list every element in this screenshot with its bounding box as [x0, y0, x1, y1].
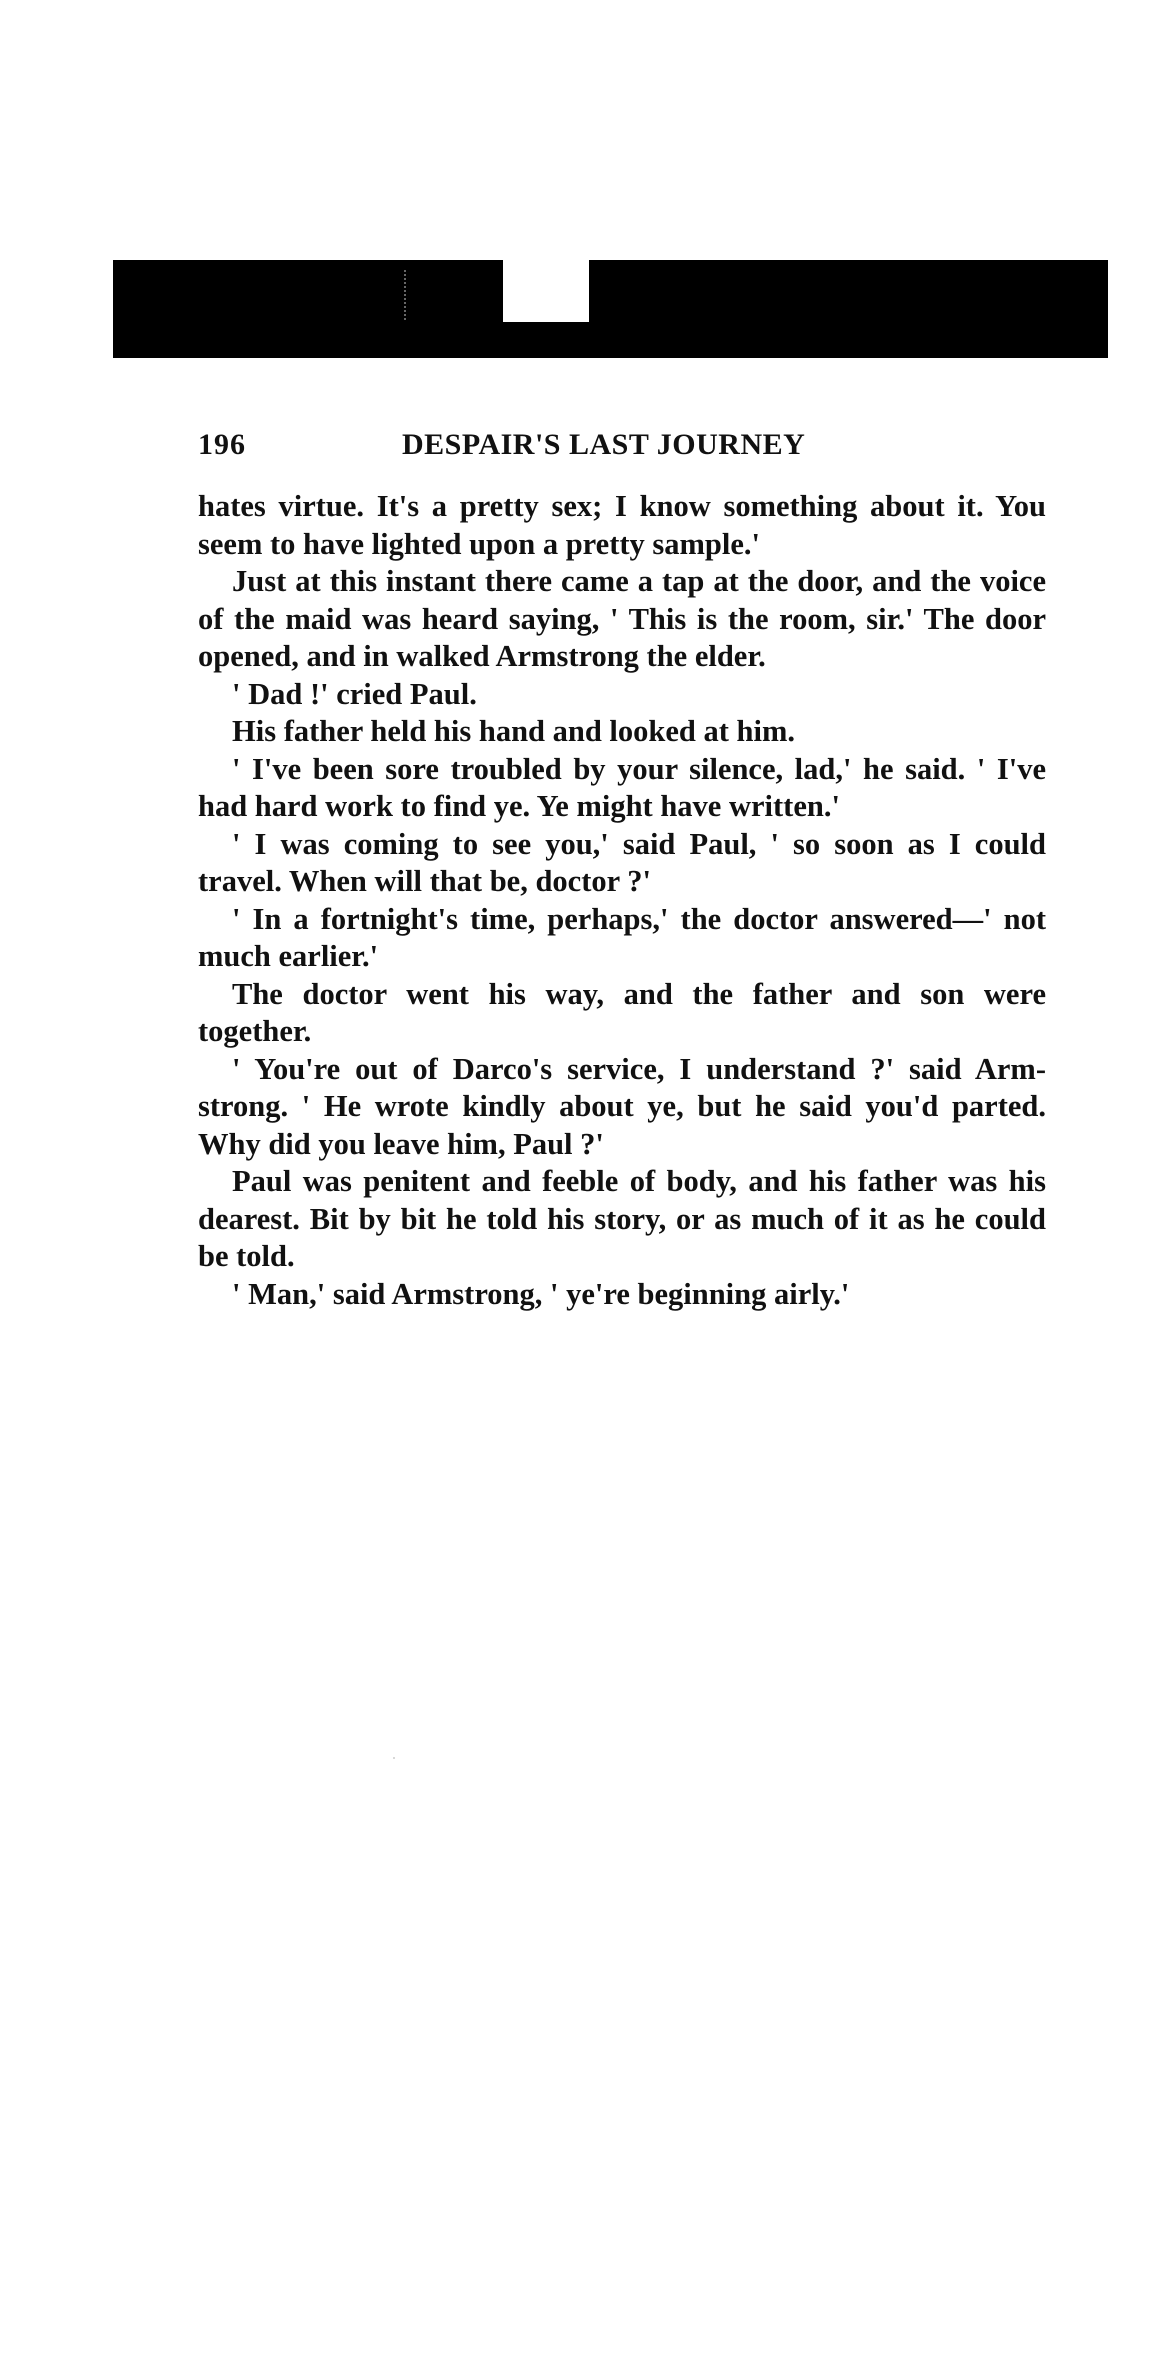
paragraph: ' I was coming to see you,' said Paul, ' so soon as I could travel. When will that be, doctor ?'	[198, 826, 1046, 898]
paragraph: Just at this instant there came a tap at the door, and the voice of the maid was heard saying, ' This is the room, sir.' The door opened, and in walked Armstrong the elder.	[198, 564, 1046, 673]
paragraph: His father held his hand and looked at him.	[232, 714, 795, 748]
running-title: DESPAIR'S LAST JOURNEY	[402, 428, 806, 461]
scan-artifact-bar	[113, 260, 1108, 358]
paragraph: The doctor went his way, and the father and son were together.	[198, 976, 1046, 1048]
paragraph: ' I've been sore troubled by your silence, lad,' he said. ' I've had hard work to find ye. Ye might have written.'	[198, 751, 1046, 823]
paragraph: ' Man,' said Armstrong, ' ye're beginning airly.'	[232, 1276, 850, 1311]
page-body	[198, 488, 1046, 1313]
scan-artifact-notch	[503, 260, 589, 322]
page-number: 196	[198, 428, 246, 461]
paragraph: ' You're out of Darco's service, I understand ?' said Arm-strong. ' He wrote kindly about ye, but he said you'd parted. Why did you leave him, Paul ?'	[198, 1051, 1046, 1161]
scan-speck	[393, 1757, 395, 1759]
paragraph: hates virtue. It's a pretty sex; I know something about it. You seem to have lighted upon a pretty sample.'	[198, 489, 1046, 561]
paragraph: Paul was penitent and feeble of body, and his father was his dearest. Bit by bit he told his story, or as much of it as he could be told.	[198, 1164, 1046, 1273]
scan-artifact-tick	[404, 270, 408, 320]
paragraph: ' In a fortnight's time, perhaps,' the doctor answered—' not much earlier.'	[198, 901, 1046, 973]
paragraph: ' Dad !' cried Paul.	[232, 676, 477, 711]
page-header	[198, 424, 1046, 474]
